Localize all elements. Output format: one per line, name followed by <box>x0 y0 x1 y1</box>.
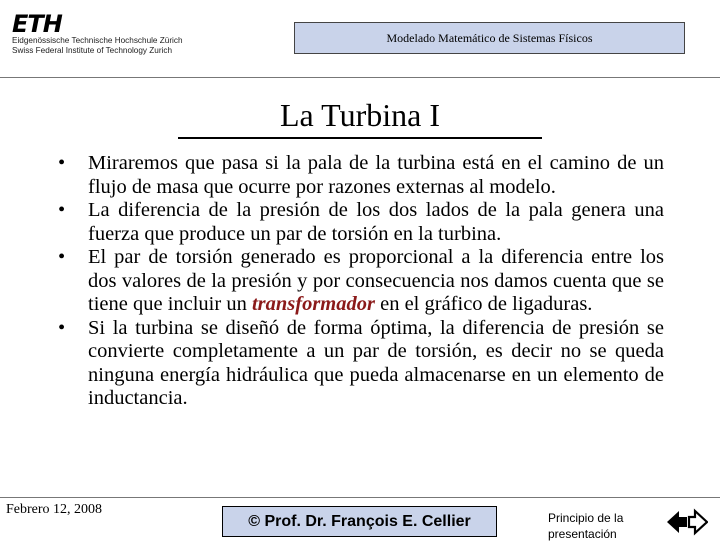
bullet-text: Miraremos que pasa si la pala de la turbina está en el camino de un flujo de masa que ocurre por razones externas al modelo. <box>88 152 664 198</box>
top-divider <box>0 77 720 78</box>
bullet-dot: • <box>58 152 66 174</box>
bullet-text-before: El par de torsión generado es proporcional a la diferencia entre los dos valores de la presión y por consecuencia nos damos cuenta que se tiene que incluir un <box>88 246 664 315</box>
bullet-text-after: en el gráfico de ligaduras. <box>374 293 593 315</box>
date-label: Febrero 12, 2008 <box>6 502 103 517</box>
eth-logo-line-1: Eidgenössische Technische Hochschule Zürich <box>12 36 183 45</box>
slide-title: La Turbina I <box>280 97 440 133</box>
nav-arrows-svg <box>666 508 708 536</box>
home-link[interactable]: Principio de la presentación <box>548 511 624 541</box>
title-underline <box>178 137 542 139</box>
back-forward-arrows-icon[interactable] <box>666 508 708 536</box>
bullet-item <box>58 152 664 199</box>
copyright-box <box>222 506 497 537</box>
bullet-item <box>58 246 664 317</box>
course-title-text: Modelado Matemático de Sistemas Físicos <box>386 30 593 45</box>
copyright-text: © Prof. Dr. François E. Cellier <box>248 512 471 530</box>
bullet-dot: • <box>58 199 66 221</box>
bullet-text: Si la turbina se diseñó de forma óptima, la diferencia de presión se convierte completamente a un par de torsión, es decir no se queda ninguna energía hidráulica que pueda almacenarse en un elemento de inductancia. <box>88 316 664 409</box>
eth-logo-line-2: Swiss Federal Institute of Technology Zurich <box>12 46 173 55</box>
eth-logo-mark: ETH <box>12 10 62 38</box>
bullet-item <box>58 317 664 411</box>
bottom-divider <box>0 497 720 498</box>
bullet-dot: • <box>58 246 66 268</box>
bullet-list <box>58 152 664 411</box>
course-title-header <box>294 22 685 54</box>
bullet-dot: • <box>58 316 66 339</box>
bullet-emphasis: transformador <box>251 293 375 315</box>
eth-logo <box>12 12 212 64</box>
bullet-text: La diferencia de la presión de los dos lados de la pala genera una fuerza que produce un par de torsión en la turbina. <box>88 199 664 245</box>
bullet-item <box>58 199 664 246</box>
